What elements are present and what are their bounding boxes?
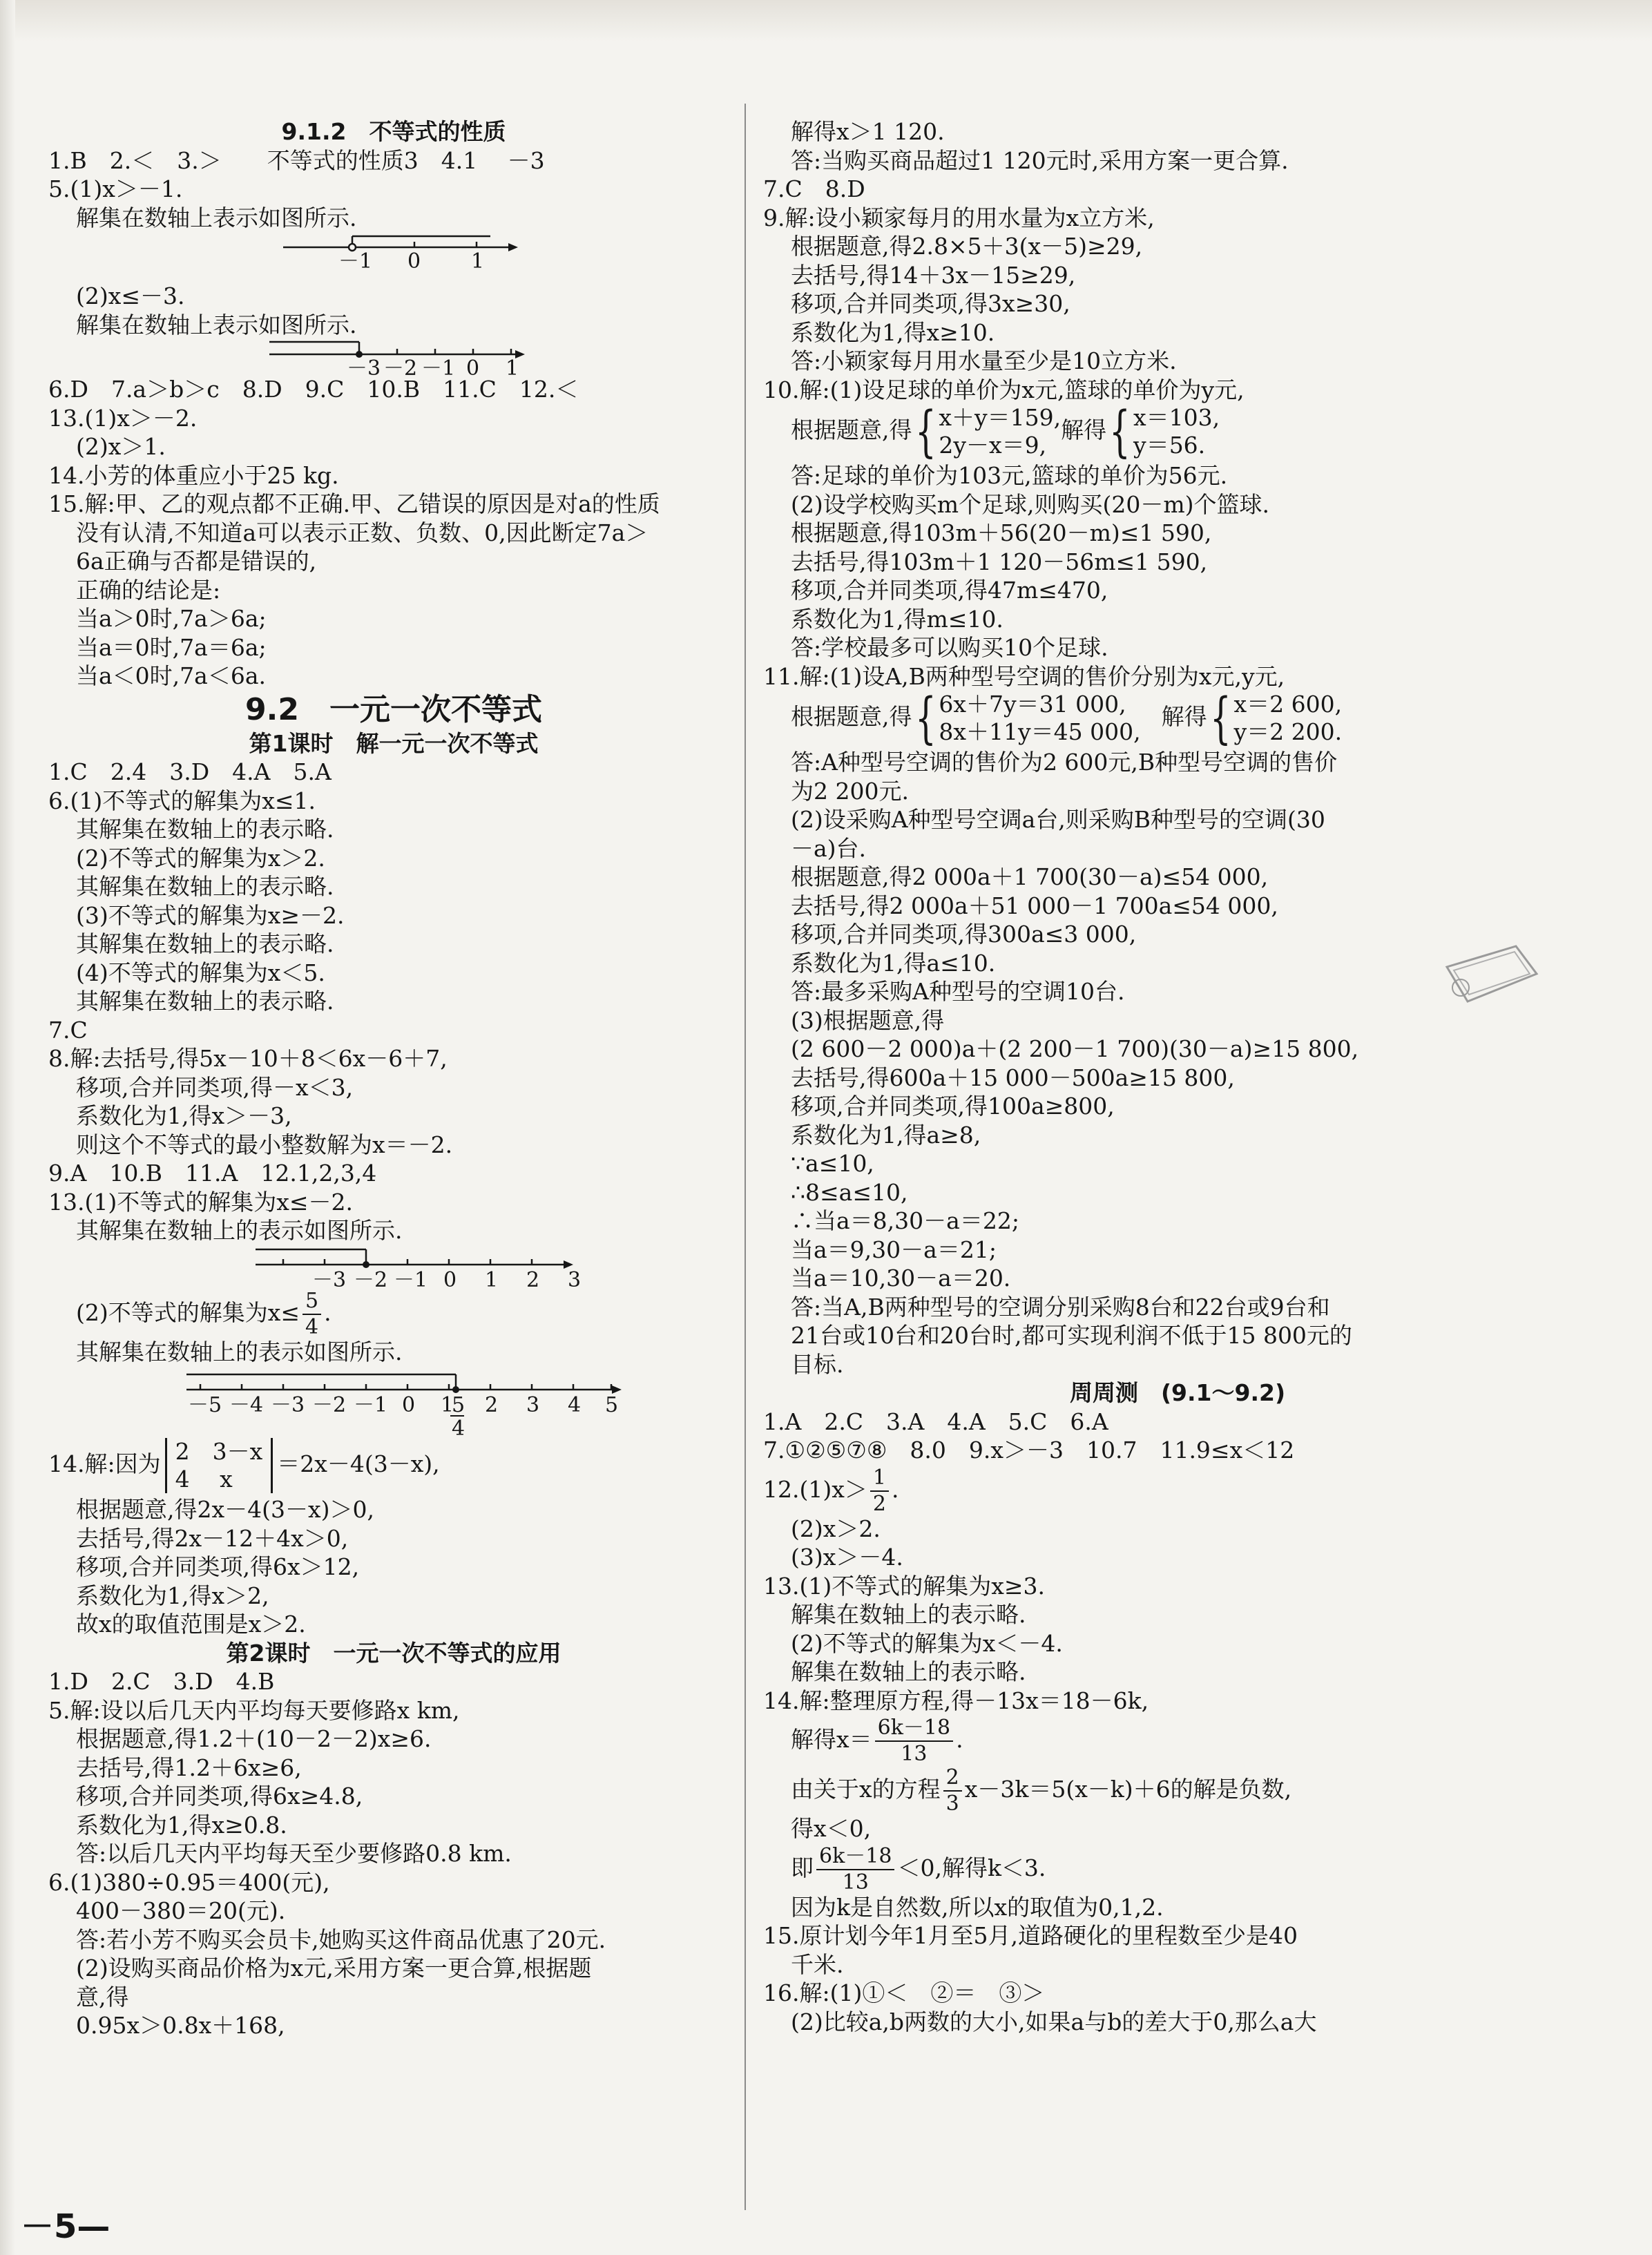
answer-line: (2)设采购A种型号空调a台,则采购B种型号的空调(30	[791, 806, 1325, 833]
answer-line: 6.(1)不等式的解集为x≤1.	[48, 787, 316, 814]
answer-line: 没有认清,不知道a可以表示正数、负数、0,因此断定7a＞	[76, 519, 649, 546]
answer-line: 解集在数轴上表示如图所示.	[76, 204, 357, 231]
answer-line: 13.(1)不等式的解集为x≥3.	[763, 1572, 1045, 1600]
answer-line: 13.(1)不等式的解集为x≤－2.	[48, 1188, 353, 1216]
answer-line: 5.解:设以后几天内平均每天要修路x km,	[48, 1696, 460, 1724]
answer-line: 系数化为1,得x≥0.8.	[76, 1811, 287, 1839]
answer-line: 1.C 2.4 3.D 4.A 5.A	[48, 758, 332, 785]
tick-label: 1	[441, 1393, 454, 1417]
answer-line: 移项,合并同类项,得－x＜3,	[76, 1073, 354, 1101]
answer-line: 移项,合并同类项,得47m≤470,	[791, 577, 1108, 604]
tick-label: 3	[568, 1267, 582, 1292]
answer-line: －a)台.	[791, 834, 867, 862]
answer-line: 目标.	[791, 1350, 844, 1378]
answer-line: 其解集在数轴上的表示略.	[76, 873, 334, 900]
answer-line: (3)根据题意,得	[791, 1006, 945, 1034]
answer-line: 解集在数轴上表示如图所示.	[76, 311, 357, 338]
answer-line: 当a＜0时,7a＜6a.	[76, 662, 266, 689]
answer-line: 移项,合并同类项,得6x＞12,	[76, 1553, 360, 1580]
answer-line: 其解集在数轴上的表示如图所示.	[76, 1217, 403, 1244]
answer-line: 故x的取值范围是x＞2.	[76, 1611, 306, 1638]
answer-line: 去括号,得600a＋15 000－500a≥15 800,	[791, 1064, 1235, 1091]
section-title-92: 9.2 一元一次不等式	[245, 691, 542, 727]
answer-line: 其解集在数轴上的表示略.	[76, 816, 334, 843]
scan-shadow	[0, 0, 1652, 41]
answer-line: 15.原计划今年1月至5月,道路硬化的里程数至少是40	[763, 1922, 1298, 1949]
answer-line: 去括号,得14＋3x－15≥29,	[791, 261, 1076, 289]
tick-label: 0	[407, 249, 421, 274]
answer-line-fraction: 即 $\frac{6k-18}{13}$ ＜0,解得k＜3.	[791, 1843, 1046, 1894]
answer-line: 其解集在数轴上的表示略.	[76, 988, 334, 1015]
answer-line: 答:A种型号空调的售价为2 600元,B种型号空调的售价	[791, 749, 1338, 776]
answer-line: 系数化为1,得m≤10.	[791, 605, 1003, 633]
tick-label: 0	[466, 356, 480, 381]
answer-line: (2)设购买商品价格为x元,采用方案一更合算,根据题	[76, 1955, 592, 1981]
answer-line: 解得x＞1 120.	[791, 118, 945, 145]
number-line-4	[48, 1366, 739, 1441]
weekly-test-title: 周周测 (9.1～9.2)	[1069, 1379, 1286, 1406]
page-number: －5—	[21, 2207, 111, 2246]
frac-numerator: 5	[452, 1393, 465, 1417]
answer-line: 7.C	[48, 1016, 88, 1044]
answer-line: 系数化为1,得x＞2,	[76, 1582, 269, 1609]
answer-line: 答:若小芳不购买会员卡,她购买这件商品优惠了20元.	[76, 1926, 606, 1953]
answer-line: (3)不等式的解集为x≥－2.	[76, 901, 345, 929]
answer-line: (2)设学校购买m个足球,则购买(20－m)个篮球.	[791, 490, 1270, 518]
answer-line: 其解集在数轴上的表示略.	[76, 930, 334, 957]
answer-line: 去括号,得103m＋1 120－56m≤1 590,	[791, 548, 1208, 575]
answer-line: 意,得	[76, 1983, 129, 2011]
answer-line: 6.D 7.a＞b＞c 8.D 9.C 10.B 11.C 12.＜	[48, 376, 579, 403]
tick-label: 2	[526, 1267, 540, 1292]
equation-system-line: 根据题意,得{ 6x＋7y＝31 000, 8x＋11y＝45 000, 解得{ x＝2 600, y＝2 200.	[791, 686, 1343, 750]
answer-line: 根据题意,得1.2＋(10－2－2)x≥6.	[76, 1725, 432, 1752]
answer-line-fraction: 12.(1)x＞ $\frac{1}{2}$ .	[763, 1465, 899, 1516]
answer-line: ∴当a＝8,30－a＝22;	[791, 1207, 1019, 1234]
answer-line: 根据题意,得103m＋56(20－m)≤1 590,	[791, 519, 1212, 546]
section-title-912: 9.1.2 不等式的性质	[281, 118, 506, 145]
answer-line-determinant: 14.解:因为 2 3－x 4 x ＝2x－4(3－x),	[48, 1438, 440, 1493]
answer-line: (2)x≤－3.	[76, 282, 185, 309]
answer-line: 当a＝10,30－a＝20.	[791, 1265, 1011, 1292]
answer-line: 解集在数轴上的表示略.	[791, 1658, 1026, 1685]
fraction: $\frac{6k-18}{13}$	[816, 1844, 894, 1895]
tick-label: 0	[443, 1267, 457, 1292]
answer-line: 7.C 8.D	[763, 175, 865, 202]
answer-line: 去括号,得2 000a＋51 000－1 700a≤54 000,	[791, 892, 1278, 919]
number-line-3	[48, 1245, 739, 1292]
answer-line: 系数化为1,得x＞－3,	[76, 1102, 292, 1129]
answer-line: 9.A 10.B 11.A 12.1,2,3,4	[48, 1160, 377, 1187]
answer-line: 移项,合并同类项,得6x≥4.8,	[76, 1783, 363, 1810]
tick-label: 2	[485, 1393, 499, 1417]
answer-line: 答:最多采购A种型号的空调10台.	[791, 978, 1125, 1005]
answer-line: 当a＝0时,7a＝6a;	[76, 633, 267, 661]
tick-label: 1	[471, 249, 485, 274]
answer-line: 14.小芳的体重应小于25 kg.	[48, 461, 339, 489]
fraction: $\frac{2}{3}$	[943, 1765, 962, 1816]
answer-line: (2 600－2 000)a＋(2 200－1 700)(30－a)≥15 800,	[791, 1035, 1359, 1062]
tick-label: 5	[605, 1393, 619, 1417]
tick-label: －3	[312, 1267, 347, 1292]
answer-line: 13.(1)x＞－2.	[48, 404, 198, 432]
answer-line: (4)不等式的解集为x＜5.	[76, 959, 325, 986]
answer-line: 8.解:去括号,得5x－10＋8＜6x－6＋7,	[48, 1045, 448, 1072]
answer-line: 16.解:(1)①＜ ②＝ ③＞	[763, 1979, 1045, 2006]
answer-line: 则这个不等式的最小整数解为x＝－2.	[76, 1131, 453, 1158]
tick-label: 1	[506, 356, 519, 381]
answer-line: ∴8≤a≤10,	[791, 1178, 908, 1206]
answer-line: (2)比较a,b两数的大小,如果a与b的差大于0,那么a大	[791, 2008, 1317, 2035]
answer-line: (2)x＞2.	[791, 1515, 881, 1542]
tick-label: 0	[402, 1393, 416, 1417]
answer-line: 11.解:(1)设A,B两种型号空调的售价分别为x元,y元,	[763, 662, 1285, 690]
answer-line: 因为k是自然数,所以x的取值为0,1,2.	[791, 1893, 1164, 1921]
tick-label: －3	[271, 1393, 305, 1417]
tick-label: －1	[394, 1267, 428, 1292]
answer-line: 7.①②⑤⑦⑧ 8.0 9.x＞－3 10.7 11.9≤x＜12	[763, 1437, 1295, 1464]
answer-line-fraction: (2)不等式的解集为x≤ $\frac{5}{4}$ .	[76, 1288, 332, 1339]
answer-line: 1.B 2.＜ 3.＞ 不等式的性质3 4.1 －3	[48, 146, 545, 174]
left-column	[48, 117, 739, 2040]
fraction: $\frac{5}{4}$	[302, 1289, 321, 1340]
tick-label: －1	[354, 1393, 388, 1417]
equation-system: 6x＋7y＝31 000, 8x＋11y＝45 000,	[939, 691, 1141, 745]
answer-line: 根据题意,得2x－4(3－x)＞0,	[76, 1496, 374, 1523]
number-line-2	[48, 339, 739, 381]
binding-edge	[0, 0, 15, 2255]
equation-system: x＋y＝159, 2y－x＝9,	[939, 404, 1062, 459]
answer-line: 为2 200元.	[791, 777, 909, 805]
answer-line: 1.A 2.C 3.A 4.A 5.C 6.A	[763, 1408, 1108, 1435]
answer-line: 21台或10台和20台时,都可实现利润不低于15 800元的	[791, 1322, 1352, 1349]
solution-system: x＝103, y＝56.	[1133, 404, 1220, 459]
answer-line: (3)x＞－4.	[791, 1544, 903, 1571]
answer-line: 根据题意,得2 000a＋1 700(30－a)≤54 000,	[791, 863, 1269, 890]
answer-line: 系数化为1,得a≤10.	[791, 949, 996, 977]
solution-system: x＝2 600, y＝2 200.	[1233, 691, 1343, 745]
answer-line: (2)x＞1.	[76, 433, 166, 460]
answer-line: 400－380＝20(元).	[76, 1897, 286, 1924]
answer-line: 6a正确与否都是错误的,	[76, 548, 317, 575]
lesson-title-2: 第2课时 一元一次不等式的应用	[226, 1639, 561, 1667]
answer-line: 移项,合并同类项,得3x≥30,	[791, 290, 1070, 317]
answer-line: 解集在数轴上的表示略.	[791, 1601, 1026, 1628]
answer-line: 正确的结论是:	[76, 576, 221, 604]
tick-label: 3	[526, 1393, 540, 1417]
answer-line: 答:足球的单价为103元,篮球的单价为56元.	[791, 462, 1228, 489]
tick-label: －3	[347, 356, 381, 381]
answer-line: 其解集在数轴上的表示如图所示.	[76, 1338, 403, 1365]
answer-line-fraction: 由关于x的方程 $\frac{2}{3}$ x－3k＝5(x－k)＋6的解是负数,	[791, 1765, 1292, 1816]
answer-line: 答:小颖家每月用水量至少是10立方米.	[791, 347, 1177, 374]
tick-label: －5	[188, 1393, 222, 1417]
tick-label: －1	[421, 356, 456, 381]
answer-line: 移项,合并同类项,得100a≥800,	[791, 1093, 1115, 1120]
answer-line: (2)不等式的解集为x＞2.	[76, 844, 325, 872]
answer-line-fraction: 解得x＝ $\frac{6k-18}{13}$ .	[791, 1716, 963, 1766]
answer-line: 去括号,得1.2＋6x≥6,	[76, 1754, 302, 1781]
answer-line: 15.解:甲、乙的观点都不正确.甲、乙错误的原因是对a的性质	[48, 490, 660, 517]
answer-line: 9.解:设小颖家每月的用水量为x立方米,	[763, 204, 1155, 231]
answer-line: 根据题意,得2.8×5＋3(x－5)≥29,	[791, 233, 1143, 260]
answer-line: 1.D 2.C 3.D 4.B	[48, 1668, 275, 1695]
answer-line: 移项,合并同类项,得300a≤3 000,	[791, 921, 1137, 948]
answer-line: 答:当A,B两种型号的空调分别采购8台和22台或9台和	[791, 1293, 1330, 1321]
answer-line: 14.解:整理原方程,得－13x＝18－6k,	[763, 1687, 1149, 1714]
tick-label: 1	[485, 1267, 499, 1292]
answer-line: 10.解:(1)设足球的单价为x元,篮球的单价为y元,	[763, 376, 1245, 403]
tick-label: －2	[312, 1393, 347, 1417]
determinant: 2 3－x 4 x	[165, 1438, 273, 1493]
fraction: $\frac{1}{2}$	[870, 1466, 889, 1517]
answer-line: 当a＞0时,7a＞6a;	[76, 605, 267, 632]
book-stamp-icon	[1433, 939, 1550, 1015]
answer-line: 0.95x＞0.8x＋168,	[76, 2012, 285, 2039]
column-divider	[745, 104, 746, 2210]
tick-label: －2	[354, 1267, 388, 1292]
answer-line: (2)不等式的解集为x＜－4.	[791, 1629, 1063, 1657]
lesson-title-1: 第1课时 解一元一次不等式	[249, 729, 539, 757]
answer-line: 答:以后几天内平均每天至少要修路0.8 km.	[76, 1840, 512, 1867]
tick-label: －2	[383, 356, 418, 381]
equation-system-line: 根据题意,得{ x＋y＝159, 2y－x＝9, 解得{ x＝103, y＝56.	[791, 399, 1220, 463]
number-line-1	[48, 232, 739, 274]
answer-line: 系数化为1,得a≥8,	[791, 1121, 981, 1149]
answer-line: 千米.	[791, 1950, 844, 1978]
tick-label: －1	[338, 249, 373, 274]
tick-label: －4	[229, 1393, 264, 1417]
fraction: $\frac{6k-18}{13}$	[875, 1716, 953, 1767]
answer-line: 5.(1)x＞－1.	[48, 175, 183, 202]
answer-line: ∵a≤10,	[791, 1150, 874, 1177]
tick-label: 4	[568, 1393, 582, 1417]
answer-line: 答:学校最多可以购买10个足球.	[791, 634, 1108, 661]
frac-denominator: 4	[452, 1417, 465, 1441]
answer-line: 系数化为1,得x≥10.	[791, 318, 995, 346]
answer-line: 6.(1)380÷0.95＝400(元),	[48, 1868, 330, 1896]
answer-line: 去括号,得2x－12＋4x＞0,	[76, 1524, 349, 1552]
answer-line: 答:当购买商品超过1 120元时,采用方案一更合算.	[791, 146, 1289, 174]
answer-line: 当a＝9,30－a＝21;	[791, 1236, 997, 1263]
answer-line: 得x＜0,	[791, 1815, 872, 1842]
right-column	[763, 117, 1592, 2036]
